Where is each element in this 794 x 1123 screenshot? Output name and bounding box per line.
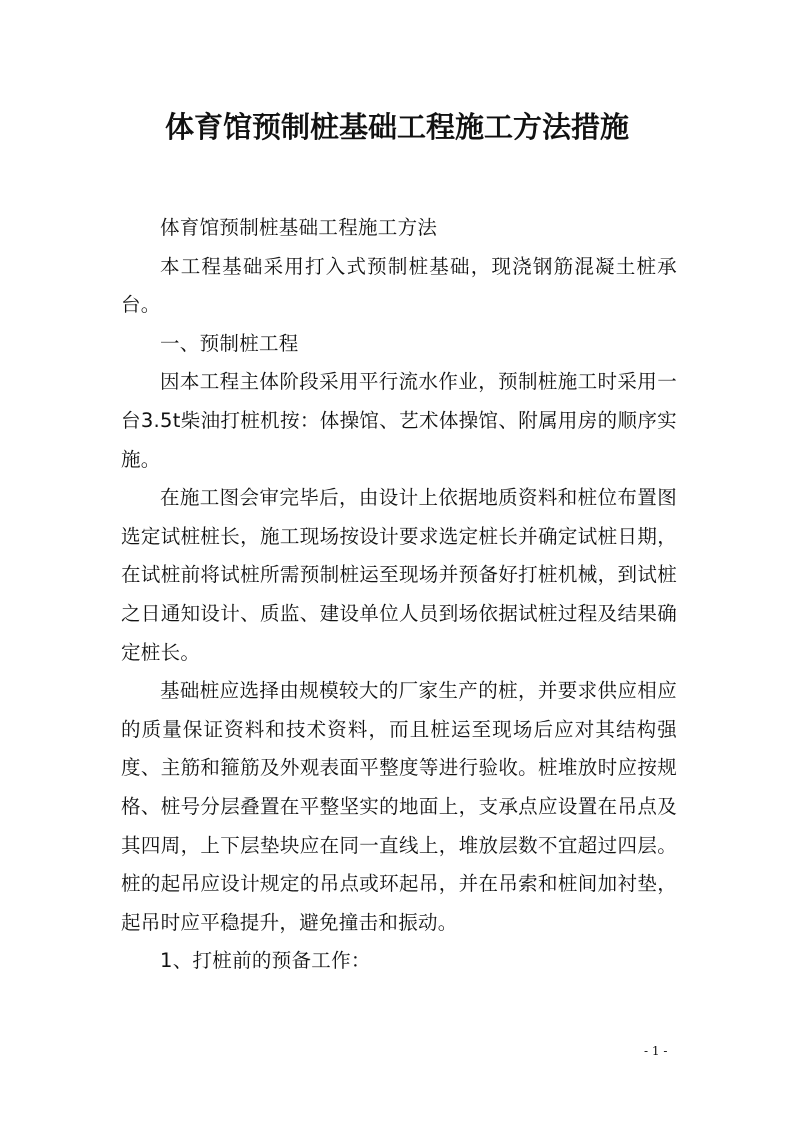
document-title: 体育馆预制桩基础工程施工方法措施 bbox=[164, 110, 629, 144]
section-heading: 一、预制桩工程 bbox=[160, 331, 299, 355]
page-number: - 1 - bbox=[644, 1044, 668, 1058]
paragraph-subtitle: 体育馆预制桩基础工程施工方法 bbox=[160, 216, 438, 239]
paragraph: 因本工程主体阶段采用平行流水作业，预制桩施工时采用一台3.5t柴油打桩机按：体操馆、艺术体操馆、附属用房的顺序实施。 bbox=[121, 370, 677, 471]
document-body bbox=[121, 209, 677, 981]
paragraph-intro: 本工程基础采用打入式预制桩基础，现浇钢筋混凝土桩承台。 bbox=[121, 254, 677, 317]
paragraph: 基础桩应选择由规模较大的厂家生产的桩，并要求供应相应的质量保证资料和技术资料，而且桩运至现场后应对其结构强度、主筋和箍筋及外观表面平整度等进行验收。桩堆放时应按规格、桩号分层叠置在平整坚实的地面上，支承点应设置在吊点及其四周，上下层垫块应在同一直线上，堆放层数不宜超过四层。桩的起吊应设计规定的吊点或环起吊，并在吊索和桩间加衬垫，起吊时应平稳提升，避免撞击和振动。 bbox=[121, 679, 677, 934]
subsection-heading: 1、打桩前的预备工作： bbox=[160, 949, 371, 973]
paragraph: 在施工图会审完毕后，由设计上依据地质资料和桩位布置图选定试桩桩长，施工现场按设计要求选定桩长并确定试桩日期，在试桩前将试桩所需预制桩运至现场并预备好打桩机械，到试桩之日通知设计、质监、建设单位人员到场依据试桩过程及结果确定桩长。 bbox=[121, 486, 677, 664]
